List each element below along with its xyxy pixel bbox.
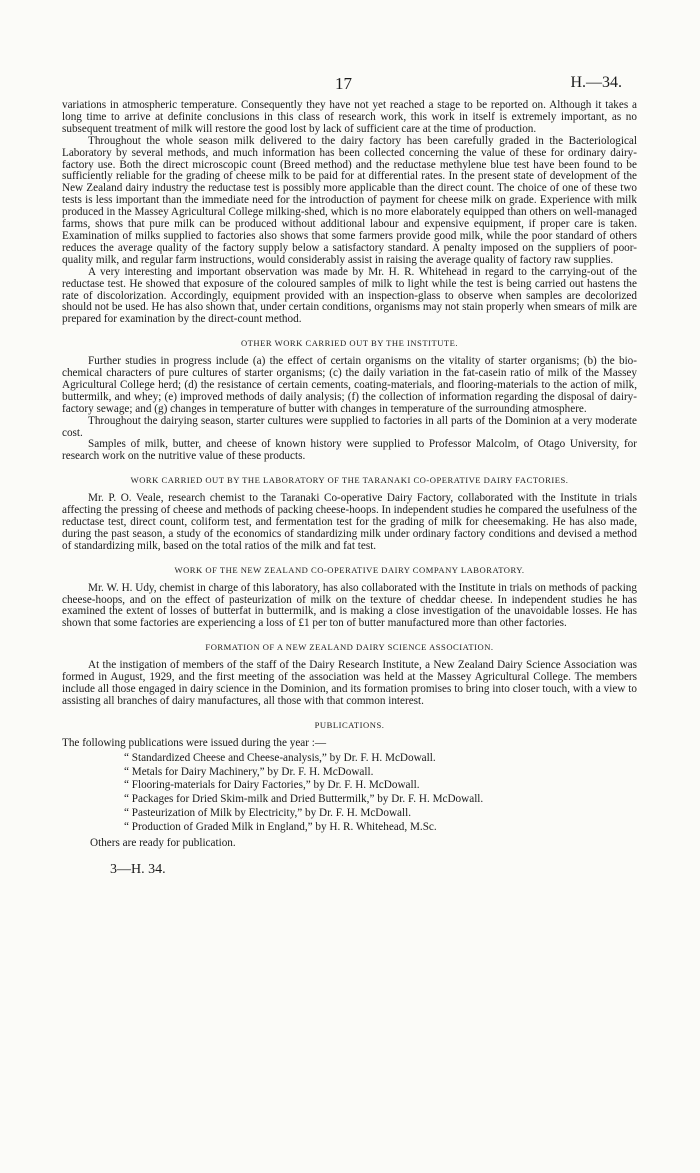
section-heading-publications: PUBLICATIONS. (314, 719, 385, 730)
paragraph: At the instigation of members of the staff of the Dairy Research Institute, a New Zealand Dairy Science Association was formed in August, 1929, and the first meeting of the association was held at the Massey Agricultural College. The members include all those engaged in dairy science in the Dominion, and its formation promises to bring into closer touch, with a view to assisting all branches of dairy manufactures, all those with that common interest. (62, 659, 637, 707)
paragraph: variations in atmospheric temperature. Consequently they have not yet reached a stage to be reported on. Although it takes a long time to arrive at definite conclusions in this class of research work, this work in itself is extremely important, as no subsequent treatment of milk will restore the good lost by lack of sufficient care at the time of production. (62, 99, 637, 135)
document-reference: H.—34. (570, 74, 622, 91)
page-header (0, 74, 700, 94)
list-item: “ Packages for Dried Skim-milk and Dried Buttermilk,” by Dr. F. H. McDowall. (124, 793, 484, 806)
list-item: “ Production of Graded Milk in England,” by H. R. Whitehead, M.Sc. (124, 821, 437, 834)
publications-outro: Others are ready for publication. (90, 837, 236, 850)
page-body (62, 100, 637, 876)
page-number: 17 (335, 74, 352, 93)
paragraph: Samples of milk, butter, and cheese of known history were supplied to Professor Malcolm, of Otago University, for research work on the nutritive value of these products. (62, 438, 637, 463)
footer-code: 3—H. 34. (110, 861, 166, 877)
paragraph: A very interesting and important observation was made by Mr. H. R. Whitehead in regard to the carrying-out of the reductase test. He showed that exposure of the coloured samples of milk to light while the test is being carried out hastens the rate of discolorization. Accordingly, equipment provided with an inspection-glass to observe when samples are decolorized should not be used. He has also shown that, under certain conditions, organisms may not stain properly when smears of milk are prepared for examination by the direct-count method. (62, 265, 637, 326)
section-heading-taranaki: WORK CARRIED OUT BY THE LABORATORY OF THE TARANAKI CO-OPERATIVE DAIRY FACTORIES. (130, 475, 569, 486)
paragraph: Throughout the whole season milk delivered to the dairy factory has been carefully graded in the Bacteriological Laboratory by several methods, and much information has been collected concerning the value of these for ordinary dairy-factory use. Both the direct microscopic count (Breed method) and the reductase methylene blue test have been found to be sufficiently reliable for the grading of cheese milk to be paid for at differential rates. In the present state of development of the New Zealand dairy industry the reductase test is possibly more applicable than the direct count. The choice of one of these two tests is less important than the immediate need for the introduction of payment for cheese milk on grade. Experience with milk produced in the Massey Agricultural College milking-shed, which is no more elaborately equipped than others on well-managed farms, shows that pure milk can be produced without additional labour and expensive equipment, if proper care is taken. Examination of milks supplied to factories also shows that some farmers provide good milk, while the poor standard of others reduces the average quality of the factory supply below a satisfactory standard. A penalty imposed on the suppliers of poor-quality milk, and regular farm instructions, would considerably assist in raising the average quality of factory raw supplies. (62, 134, 637, 266)
list-item: “ Flooring-materials for Dairy Factories,” by Dr. F. H. McDowall. (124, 779, 420, 792)
publications-list (62, 753, 637, 834)
paragraph: Mr. W. H. Udy, chemist in charge of this laboratory, has also collaborated with the Institute in trials on methods of packing cheese-hoops, and on the effect of pasteurization of milk on the texture of cheddar cheese. In independent studies he has examined the extent of losses of butterfat in buttermilk, and is making a close investigation of the unavoidable losses. He has shown that some factories are experiencing a loss of £1 per ton of butter manufactured more than other factories. (62, 581, 637, 630)
section-heading-other-work: OTHER WORK CARRIED OUT BY THE INSTITUTE. (240, 338, 459, 349)
paragraph: Further studies in progress include (a) the effect of certain organisms on the vitality of starter organisms; (b) the bio-chemical characters of pure cultures of starter organisms; (c) the daily variation in the fat-casein ratio of milk of the Massey Agricultural College herd; (d) the resistance of certain cements, coating-materials, and flooring-materials to the action of milk, buttermilk, and whey; (e) improved methods of daily analysis; (f) the collection of information regarding the disposal of dairy-factory sewage; and (g) changes in temperature of butter with changes in temperature of the surrounding atmosphere. (62, 355, 637, 415)
section-heading-nz-coop: WORK OF THE NEW ZEALAND CO-OPERATIVE DAIRY COMPANY LABORATORY. (174, 564, 525, 575)
paragraph: Mr. P. O. Veale, research chemist to the Taranaki Co-operative Dairy Factory, collaborated with the Institute in trials affecting the pressing of cheese and methods of packing cheese-hoops. In independent studies he compared the usefulness of the reductase test, direct count, coliform test, and fermentation test for the grading of milk for cheesemaking. He has also made, during the past season, a study of the economics of standardizing milk under ordinary factory conditions and devised a method of standardizing milk, based on the total ratios of the milk and fat test. (62, 492, 637, 552)
list-item: “ Pasteurization of Milk by Electricity,” by Dr. F. H. McDowall. (124, 807, 412, 820)
paragraph: Throughout the dairying season, starter cultures were supplied to factories in all parts of the Dominion at a very moderate cost. (62, 414, 637, 439)
list-item: “ Metals for Dairy Machinery,” by Dr. F. H. McDowall. (124, 765, 374, 778)
list-item: “ Standardized Cheese and Cheese-analysis,” by Dr. F. H. McDowall. (124, 751, 436, 764)
section-heading-formation: FORMATION OF A NEW ZEALAND DAIRY SCIENCE ASSOCIATION. (205, 642, 494, 653)
publications-intro: The following publications were issued during the year :— (62, 736, 327, 749)
